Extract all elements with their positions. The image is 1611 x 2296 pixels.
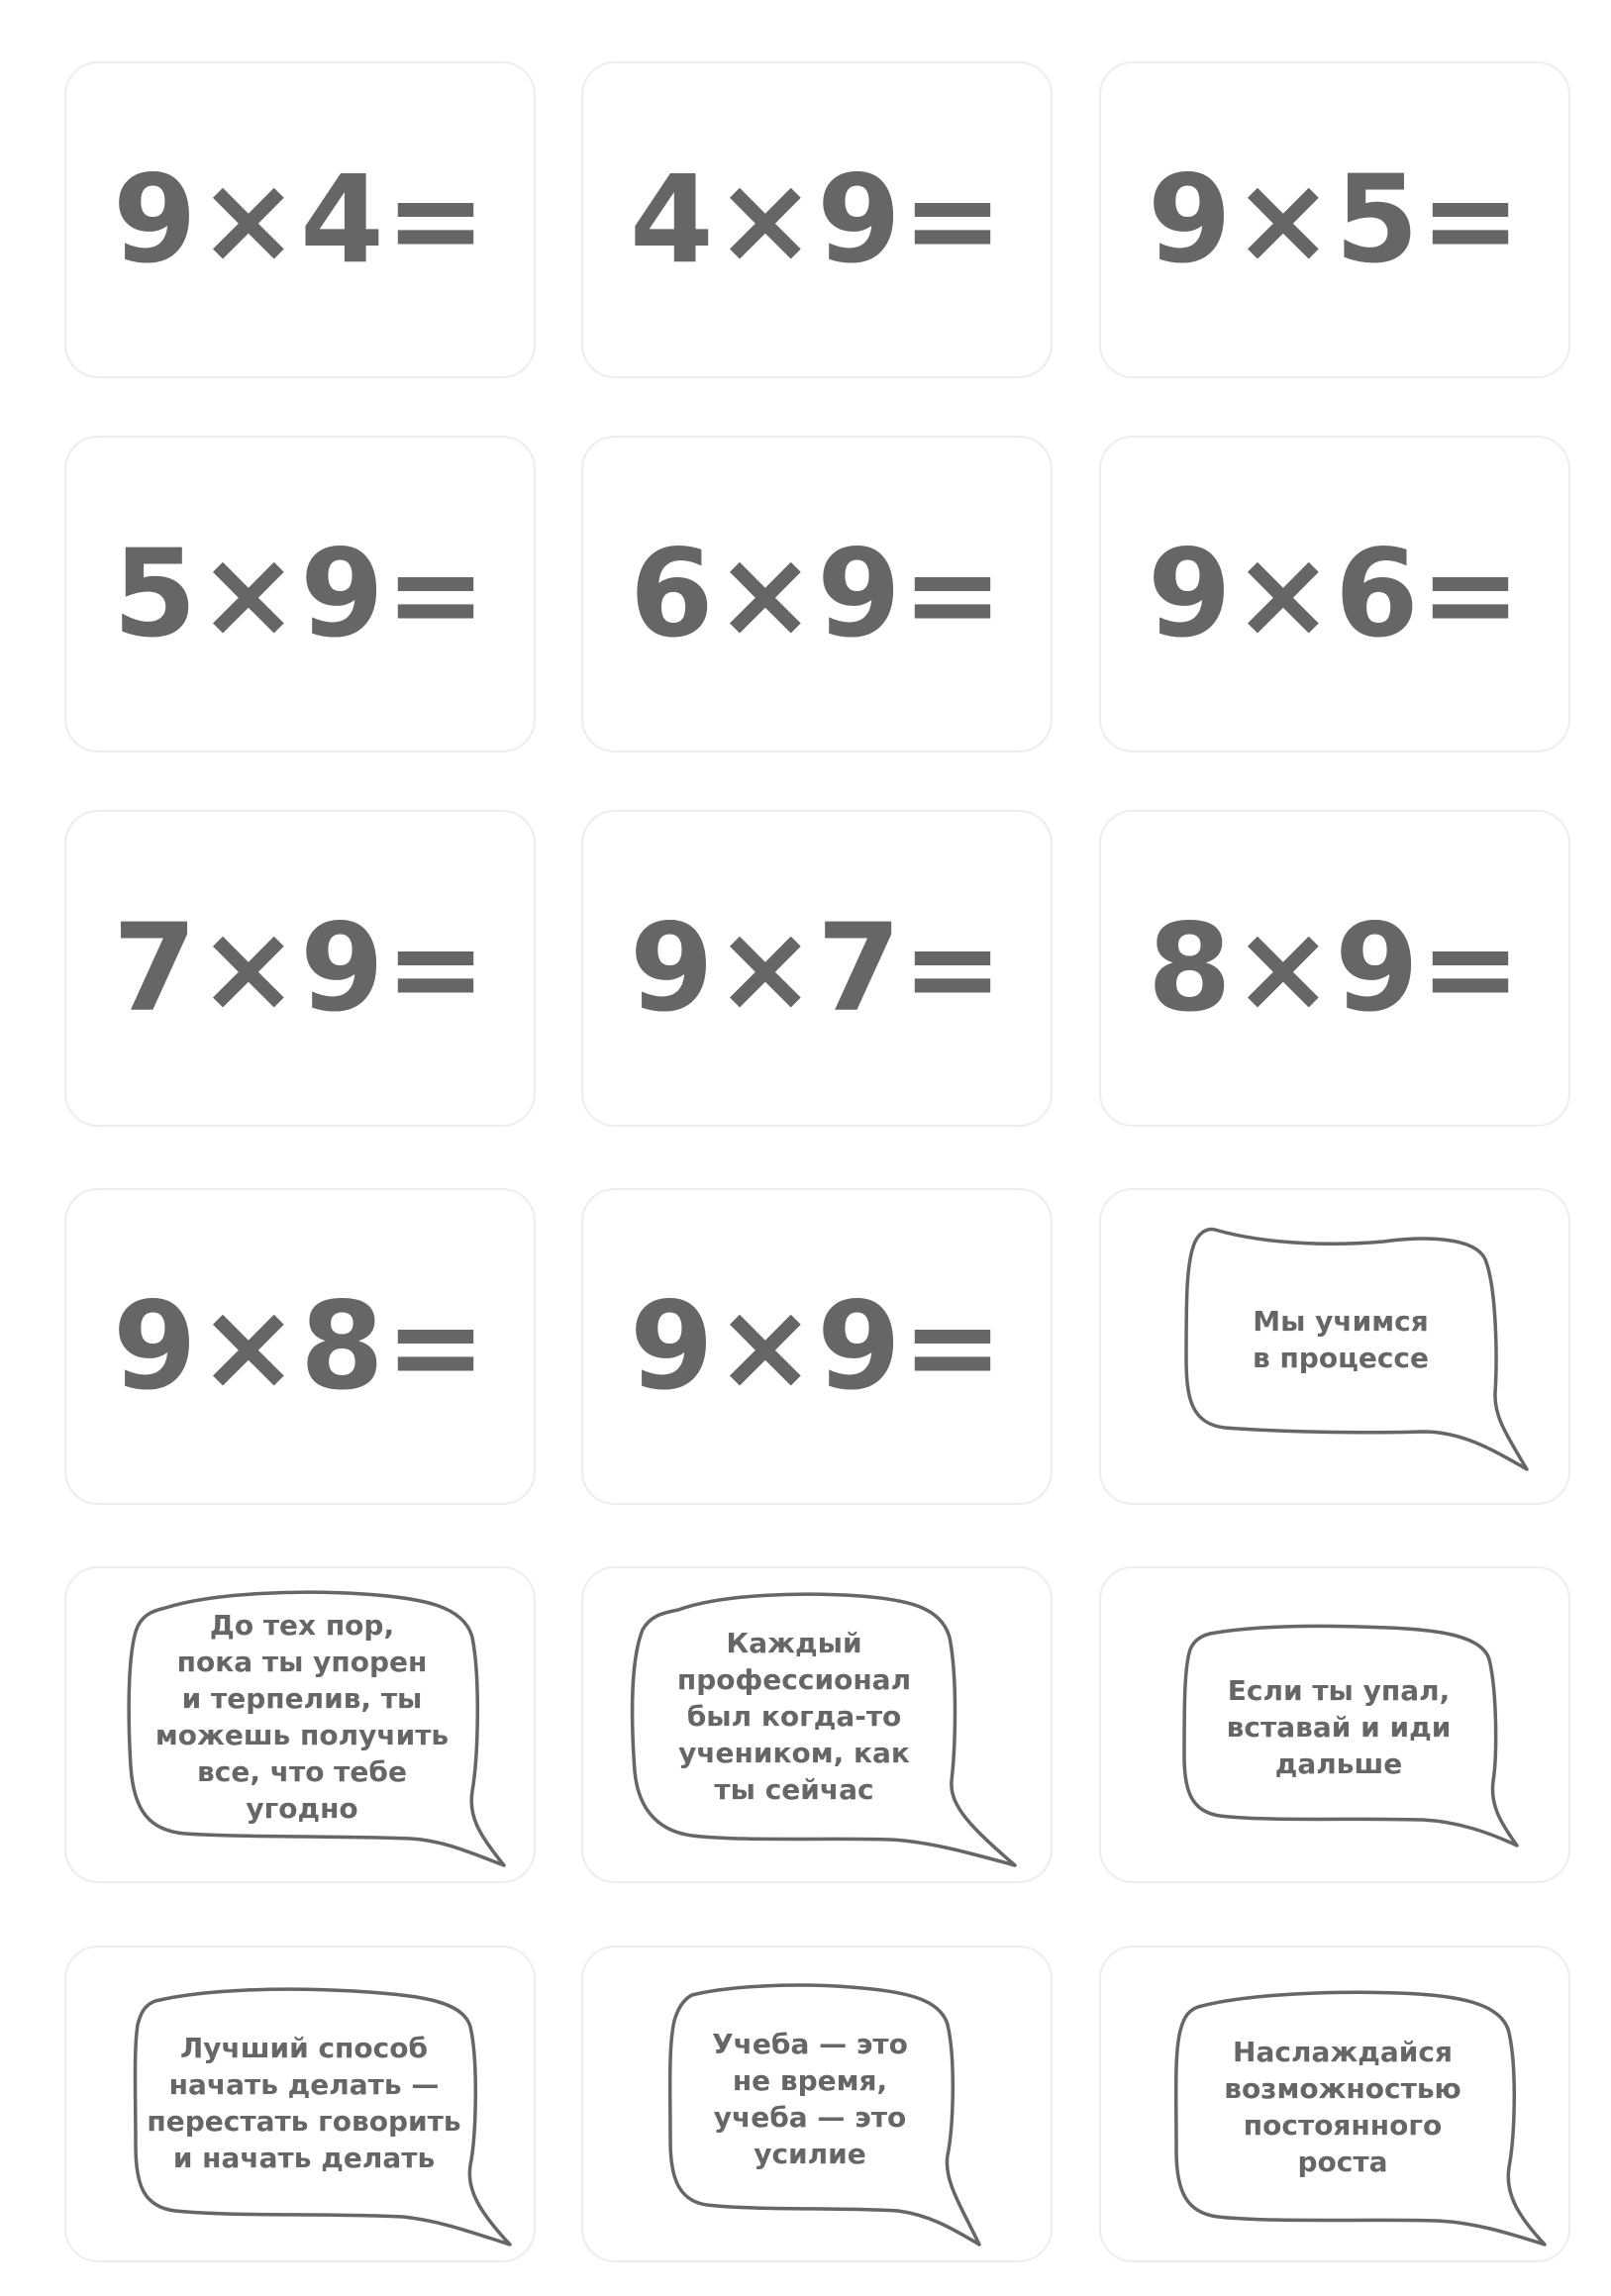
- quote-line: дальше: [1274, 1747, 1403, 1780]
- quote-text: [670, 1989, 950, 2209]
- quote-text: [132, 1596, 472, 1838]
- card-quote-enjoy-growth[interactable]: [1099, 1946, 1570, 2262]
- quote-text: [637, 1598, 952, 1834]
- expression-text: 9×5=: [1147, 150, 1523, 290]
- expression-text: 9×8=: [112, 1276, 488, 1417]
- card-expression-9x8[interactable]: [64, 1188, 536, 1505]
- quote-line: ты сейчас: [714, 1772, 874, 1806]
- quote-line: не время,: [732, 2064, 888, 2097]
- quote-text: [1186, 1246, 1495, 1434]
- quote-line: угодно: [246, 1792, 358, 1825]
- quote-line: пока ты упорен: [176, 1646, 428, 1678]
- expression-text: 5×9=: [112, 524, 488, 664]
- quote-line: Если ты упал,: [1227, 1673, 1451, 1707]
- quote-line: Мы учимся: [1253, 1305, 1429, 1338]
- card-expression-7x9[interactable]: [64, 810, 536, 1127]
- quote-line: роста: [1297, 2146, 1388, 2178]
- card-expression-4x9[interactable]: [581, 61, 1053, 378]
- quote-line: в процессе: [1252, 1342, 1430, 1374]
- quote-line: постоянного: [1243, 2109, 1443, 2142]
- quote-line: Наслаждайся: [1233, 2036, 1453, 2068]
- quote-line: перестать говорить: [147, 2105, 461, 2138]
- card-expression-9x9[interactable]: [581, 1188, 1053, 1505]
- card-quote-learn-in-process[interactable]: [1099, 1188, 1570, 1505]
- card-quote-get-up[interactable]: [1099, 1566, 1570, 1883]
- card-expression-6x9[interactable]: [581, 436, 1053, 752]
- card-quote-study-effort[interactable]: [581, 1946, 1053, 2262]
- quote-line: учеником, как: [678, 1736, 910, 1769]
- expression-text: 6×9=: [629, 524, 1005, 664]
- expression-text: 9×9=: [629, 1276, 1005, 1417]
- expression-text: 7×9=: [112, 898, 488, 1039]
- card-expression-9x5[interactable]: [1099, 61, 1570, 378]
- expression-text: 9×6=: [1147, 524, 1523, 664]
- expression-text: 9×4=: [112, 150, 488, 290]
- card-quote-persistence[interactable]: [64, 1566, 536, 1883]
- card-quote-best-way[interactable]: [64, 1946, 536, 2262]
- quote-line: Каждый: [726, 1626, 862, 1659]
- card-expression-9x6[interactable]: [1099, 436, 1570, 752]
- quote-text: [1176, 1995, 1509, 2219]
- quote-text: [1186, 1634, 1491, 1820]
- quote-line: Учеба — это: [712, 2028, 908, 2060]
- quote-line: вставай и иди: [1226, 1710, 1452, 1744]
- quote-text: [136, 1993, 472, 2213]
- expression-text: 9×7=: [629, 898, 1005, 1039]
- expression-text: 4×9=: [629, 150, 1005, 290]
- quote-line: все, что тебе: [197, 1755, 407, 1788]
- quote-line: До тех пор,: [209, 1609, 395, 1642]
- quote-line: начать делать —: [168, 2068, 440, 2101]
- card-expression-9x7[interactable]: [581, 810, 1053, 1127]
- expression-text: 8×9=: [1147, 898, 1523, 1039]
- quote-line: и терпелив, ты: [181, 1682, 423, 1715]
- quote-line: и начать делать: [172, 2142, 436, 2174]
- card-expression-9x4[interactable]: [64, 61, 536, 378]
- quote-line: был когда-то: [686, 1699, 902, 1733]
- quote-line: Лучший способ: [179, 2032, 429, 2064]
- quote-line: усилие: [754, 2138, 866, 2170]
- card-quote-professional[interactable]: [581, 1566, 1053, 1883]
- card-expression-5x9[interactable]: [64, 436, 536, 752]
- quote-line: учеба — это: [713, 2101, 907, 2134]
- quote-line: можешь получить: [154, 1719, 450, 1751]
- quote-line: профессионал: [676, 1662, 912, 1696]
- quote-line: возможностью: [1224, 2072, 1461, 2105]
- card-expression-8x9[interactable]: [1099, 810, 1570, 1127]
